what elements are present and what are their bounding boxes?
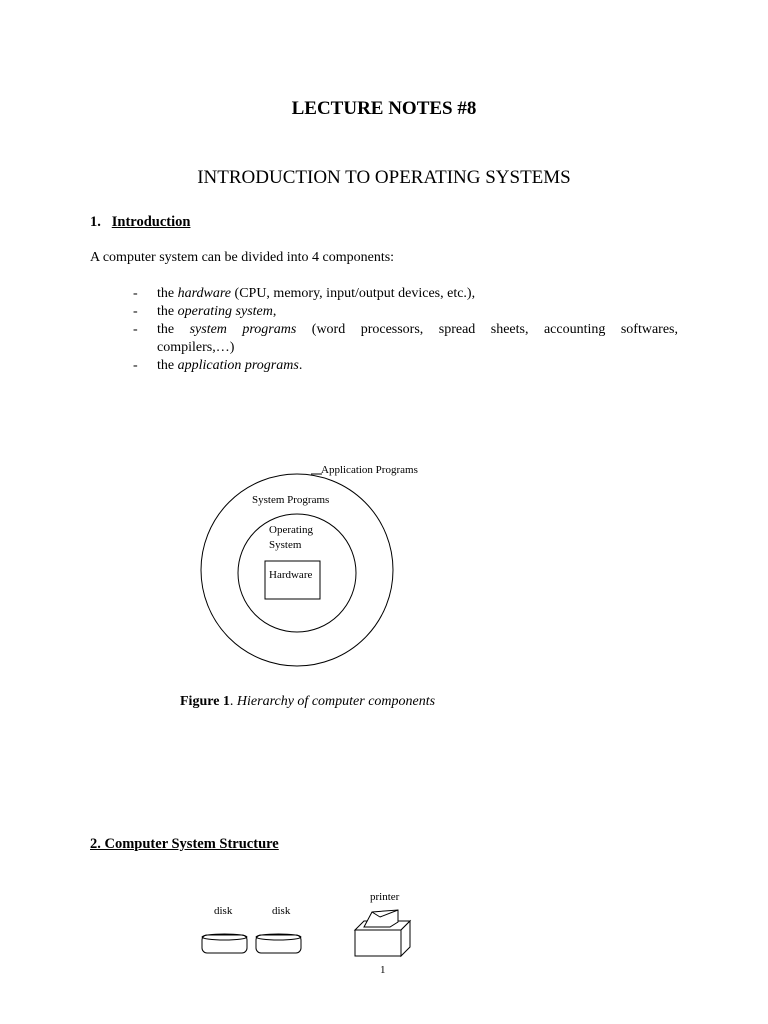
bullet-dash: - — [133, 286, 138, 301]
printer-icon — [355, 910, 410, 956]
disk-icon — [202, 934, 247, 953]
list-item-system-programs: the system programs (word processors, spread sheets, accounting softwares, — [157, 322, 678, 337]
section-2-heading: 2. Computer System Structure — [90, 836, 279, 852]
disk-label: disk — [272, 905, 291, 917]
hardware-label: Hardware — [269, 569, 313, 581]
document-subtitle: INTRODUCTION TO OPERATING SYSTEMS — [197, 167, 571, 188]
section-1-intro: A computer system can be divided into 4 components: — [90, 250, 395, 265]
disk-label: disk — [214, 905, 233, 917]
system-programs-label: System Programs — [252, 494, 330, 506]
figure-1-caption: Figure 1. Hierarchy of computer components — [180, 694, 436, 709]
section-1-number: 1. — [90, 214, 101, 230]
operating-system-label-line1: Operating — [269, 524, 313, 536]
list-item-system-programs-continued: compilers,…) — [157, 340, 235, 355]
bullet-dash: - — [133, 358, 138, 373]
list-item-hardware: the hardware (CPU, memory, input/output devices, etc.), — [157, 286, 476, 301]
list-item-application-programs: the application programs. — [157, 358, 303, 373]
section-1-title: Introduction — [111, 214, 191, 230]
disk-icon — [256, 934, 301, 953]
list-item-operating-system: the operating system, — [157, 304, 277, 319]
operating-system-label-line2: System — [269, 539, 302, 551]
printer-label: printer — [370, 891, 400, 903]
bullet-dash: - — [133, 304, 138, 319]
page-number: 1 — [380, 964, 386, 976]
bullet-dash: - — [133, 322, 138, 337]
document-title: LECTURE NOTES #8 — [291, 98, 477, 119]
application-programs-label: Application Programs — [321, 464, 418, 476]
